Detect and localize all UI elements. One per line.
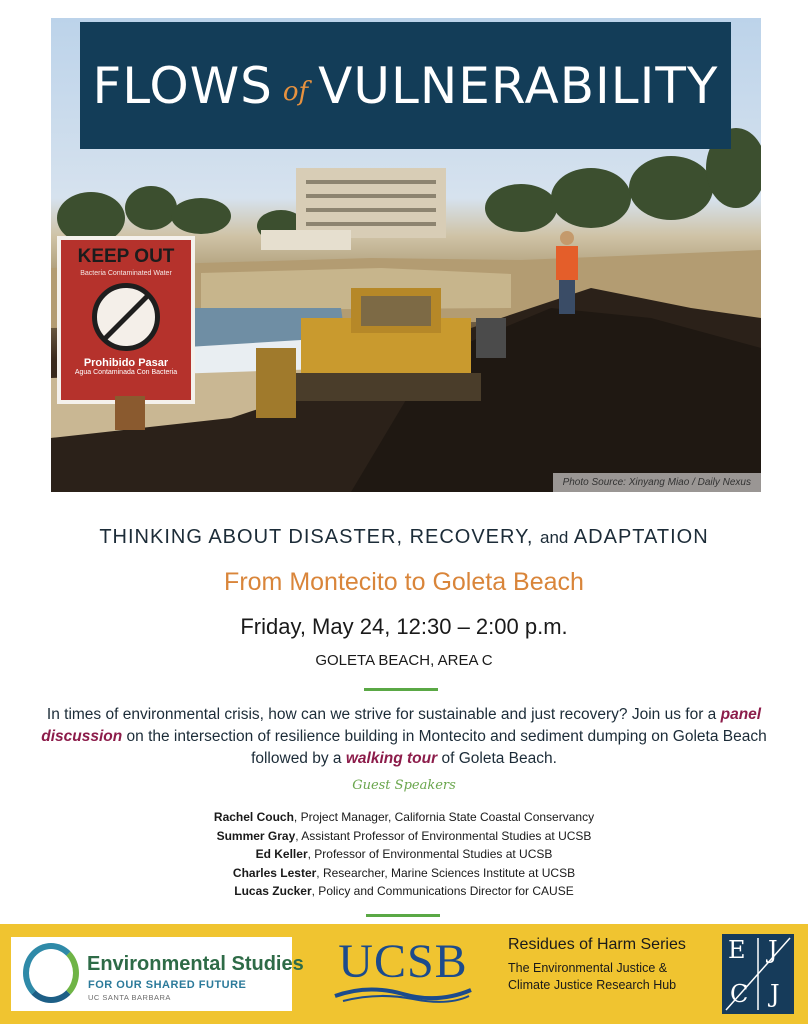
desc-part2: on the intersection of resilience building in Montecito and sediment dumping on Goleta Beach followed by a [126,728,767,767]
speaker-row [0,845,808,864]
speaker-row [0,882,808,901]
speaker-role: , Researcher, Marine Sciences Institute at UCSB [316,865,576,880]
desc-highlight-walking: walking tour [345,750,438,767]
title-vulnerability: VULNERABILITY [318,56,719,115]
speaker-role: , Professor of Environmental Studies at UCSB [307,847,553,861]
speaker-role: , Policy and Communications Director for CAUSE [311,884,574,898]
series-line-2: Climate Justice Research Hub [508,978,677,992]
ejcj-letter-j1: J [768,936,778,964]
es-uc-label: UC SANTA BARBARA [88,993,171,1002]
earth-swirl-icon [23,943,79,1003]
speaker-name: Lucas Zucker [234,884,312,898]
hero-photo [51,18,761,492]
place-title: From Montecito to Goleta Beach [224,568,584,596]
speaker-role: , Project Manager, California State Coastal Conservancy [293,810,595,824]
sub-heading [0,526,808,549]
ejcj-letter-e: E [728,936,746,964]
speaker-name: Ed Keller [255,847,308,861]
divider-bottom [366,914,440,917]
event-description [30,704,778,770]
guest-speakers-label: Guest Speakers [352,778,456,793]
no-swimming-icon [92,283,160,351]
ejcj-logo [722,934,794,1014]
desc-part3: of Goleta Beach. [441,750,557,767]
sign-line-3: Prohibido Pasar [83,357,169,369]
es-name: Environmental Studies [87,953,304,975]
sign-post [115,396,145,430]
es-tagline: FOR OUR SHARED FUTURE [88,979,247,991]
speaker-role: , Assistant Professor of Environmental Studies at UCSB [295,828,592,843]
speaker-row [0,808,808,827]
residues-of-harm-series [508,936,718,994]
sub-heading-part1: THINKING ABOUT DISASTER, RECOVERY, [99,526,534,548]
divider-top [364,688,438,691]
sub-heading-part2: ADAPTATION [573,526,709,548]
speaker-row [0,827,808,846]
photo-credit: Photo Source: Xinyang Miao / Daily Nexus [553,473,761,492]
event-datetime: Friday, May 24, 12:30 – 2:00 p.m. [240,614,568,639]
speaker-list [0,808,808,901]
event-location: GOLETA BEACH, AREA C [315,652,493,669]
keep-out-sign [57,236,195,404]
sponsor-footer [0,924,808,1024]
ucsb-wordmark: UCSB [338,935,468,988]
speaker-name: Rachel Couch [213,810,294,824]
ejcj-letter-c: C [730,980,749,1008]
desc-highlight-panel: panel discussion [41,706,762,745]
title-of: of [282,76,309,107]
ejcj-letter-j2: J [770,980,780,1008]
series-title: Residues of Harm Series [508,936,686,953]
speaker-name: Charles Lester [232,865,317,880]
series-line-1: The Environmental Justice & [508,961,668,975]
title-banner [80,22,731,149]
desc-part1: In times of environmental crisis, how can we strive for sustainable and just recovery? Join us for a [46,706,717,723]
environmental-studies-logo [11,937,304,1011]
speaker-name: Summer Gray [216,828,296,843]
sign-line-1: KEEP OUT [77,246,175,267]
sign-line-2: Bacteria Contaminated Water [80,270,172,277]
speaker-row [0,864,808,883]
title-flows: FLOWS [92,56,273,115]
sub-heading-and: and [540,528,569,547]
ucsb-logo [328,936,478,1006]
sign-line-4: Agua Contaminada Con Bacteria [74,369,178,376]
